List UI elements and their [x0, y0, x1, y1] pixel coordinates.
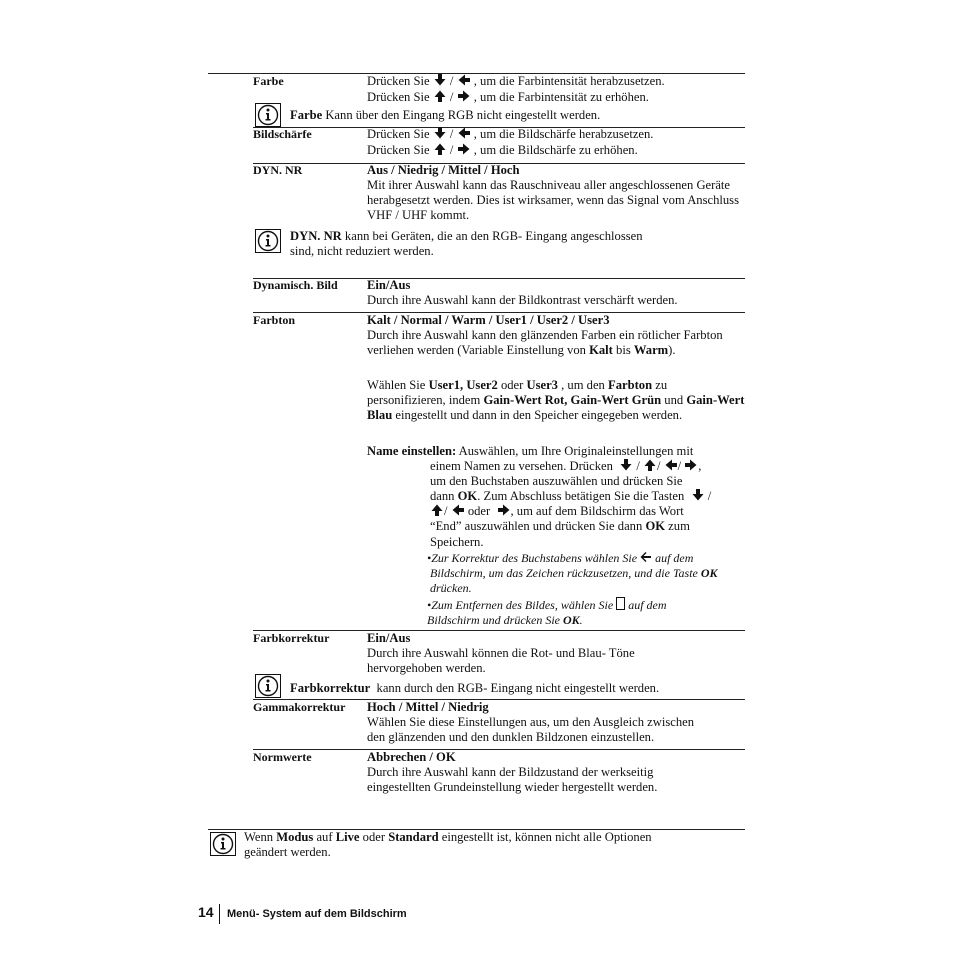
- text: Farbe: [290, 108, 323, 122]
- up-arrow-icon: [433, 143, 447, 155]
- text: Wählen Sie: [367, 378, 429, 392]
- dynamisch-bild-text: Durch ihre Auswahl kann der Bildkontrast verschärft werden.: [367, 293, 678, 307]
- text: oder: [467, 504, 491, 518]
- gammakorrektur-options: Hoch / Mittel / Niedrig: [367, 700, 489, 714]
- text: OK: [700, 566, 718, 580]
- left-arrow-icon: [457, 74, 471, 86]
- text: drücken.: [430, 581, 472, 595]
- info-icon: [255, 229, 281, 253]
- text: zum: [665, 519, 690, 533]
- name-einstellen-line-6: [430, 519, 690, 534]
- name-einstellen-line-5: / oder , um auf dem Bildschirm das Wort: [430, 504, 750, 519]
- normwerte-text-2: eingestellten Grundeinstellung wieder hergestellt werden.: [367, 780, 658, 794]
- back-arrow-icon: [640, 551, 652, 563]
- text: Auswählen, um Ihre Originaleinstellungen mit: [456, 444, 694, 458]
- text: , um die Farbintensität herabzusetzen.: [473, 74, 665, 88]
- text: , um die Bildschärfe zu erhöhen.: [473, 143, 638, 157]
- up-arrow-icon: [433, 90, 447, 102]
- text: , um auf dem Bildschirm das Wort: [510, 504, 684, 518]
- dyn-nr-note: [290, 229, 643, 259]
- dyn-nr-text: Mit ihrer Auswahl kann das Rauschniveau aller angeschlossenen Geräte herabgesetzt werden. Dies ist wirksamer, wenn das Signal vom Anschluss VHF / UHF kommt.: [367, 178, 739, 222]
- left-arrow-icon: [664, 459, 678, 471]
- gammakorrektur-text-2: den glänzenden und den dunklen Bildzonen einzustellen.: [367, 730, 655, 744]
- down-arrow-icon: [691, 489, 705, 501]
- label-farbe: Farbe: [253, 74, 284, 88]
- text: Name einstellen:: [367, 444, 457, 458]
- text: “End” auszuwählen und drücken Sie dann: [430, 519, 646, 533]
- text: .: [579, 613, 583, 627]
- text: auf dem: [652, 551, 694, 565]
- farbkorrektur-options: Ein/Aus: [367, 631, 411, 645]
- text: Kalt: [589, 343, 613, 357]
- text: User1, User2: [428, 378, 498, 392]
- farbe-note: [290, 108, 600, 123]
- right-arrow-icon: [497, 504, 511, 516]
- text: Drücken Sie: [367, 74, 430, 88]
- label-dyn-nr: DYN. NR: [253, 163, 303, 177]
- name-einstellen-line-1: [367, 444, 747, 459]
- right-arrow-icon: [684, 459, 698, 471]
- text: Bildschirm, um das Zeichen rückzusetzen, und die Taste: [430, 566, 701, 580]
- up-arrow-icon: [430, 504, 444, 516]
- text: eingestellt und dann in den Speicher eingegeben werden.: [392, 408, 683, 422]
- text: Live: [335, 830, 360, 844]
- text: Durch ihre Auswahl kann den glänzenden Farben ein rötlicher Farbton verliehen werden (Variable Einstellung von: [367, 328, 723, 357]
- label-farbkorrektur: Farbkorrektur: [253, 631, 330, 645]
- text: geändert werden.: [244, 845, 331, 859]
- text: Drücken Sie: [367, 90, 430, 104]
- label-normwerte: Normwerte: [253, 750, 312, 764]
- page-number: 14: [198, 904, 214, 920]
- text: Farbkorrektur: [290, 681, 371, 695]
- farbton-options: Kalt / Normal / Warm / User1 / User2 / User3: [367, 313, 610, 327]
- text: oder: [359, 830, 389, 844]
- down-arrow-icon: [619, 459, 633, 471]
- label-farbton: Farbton: [253, 313, 295, 327]
- label-gammakorrektur: Gammakorrektur: [253, 700, 346, 714]
- farbkorrektur-text-2: hervorgehoben werden.: [367, 661, 486, 675]
- text: eingestellt ist, können nicht alle Optionen: [438, 830, 652, 844]
- text: Bildschirm und drücken Sie: [427, 613, 563, 627]
- text: Drücken Sie: [367, 143, 430, 157]
- label-dynamisch-bild: Dynamisch. Bild: [253, 278, 338, 292]
- text: •Zum Entfernen des Bildes, wählen Sie: [427, 598, 614, 612]
- text: Standard: [388, 830, 439, 844]
- down-arrow-icon: [433, 127, 447, 139]
- text: Kann über den Eingang RGB nicht eingestellt werden.: [322, 108, 601, 122]
- text: Farbton: [608, 378, 653, 392]
- text: . Zum Abschluss betätigen Sie die Tasten: [477, 489, 685, 503]
- text: Drücken Sie: [367, 127, 430, 141]
- text: Warm: [633, 343, 669, 357]
- right-arrow-icon: [457, 90, 471, 102]
- text: ).: [668, 343, 676, 357]
- name-einstellen-line-4: dann OK. Zum Abschluss betätigen Sie die Tasten /: [430, 489, 712, 503]
- farbe-line-1: Drücken Sie / , um die Farbintensität herabzusetzen.: [367, 74, 665, 88]
- dynamisch-bild-options: Ein/Aus: [367, 278, 411, 292]
- gammakorrektur-text-1: Wählen Sie diese Einstellungen aus, um den Ausgleich zwischen: [367, 715, 695, 729]
- farbkorrektur-text-1: Durch ihre Auswahl können die Rot- und Blau- Töne: [367, 646, 635, 660]
- text: User3: [526, 378, 558, 392]
- info-icon: [255, 674, 281, 698]
- text: zu personifizieren, indem: [367, 378, 668, 407]
- label-bildschaerfe: Bildschärfe: [253, 127, 312, 141]
- text: kann durch den RGB- Eingang nicht eingestellt werden.: [370, 681, 660, 695]
- text: einem Namen zu versehen. Drücken: [430, 459, 613, 473]
- up-arrow-icon: [643, 459, 657, 471]
- footer-divider: [219, 904, 220, 924]
- farbton-paragraph-2: [367, 378, 747, 423]
- text: dann: [430, 489, 458, 503]
- bildschaerfe-line-2: Drücken Sie / , um die Bildschärfe zu erhöhen.: [367, 143, 638, 157]
- text: •Zur Korrektur des Buchstabens wählen Sie: [427, 551, 638, 565]
- right-arrow-icon: [457, 143, 471, 155]
- footer-title: Menü- System auf dem Bildschirm: [227, 908, 407, 920]
- box-icon: [616, 597, 625, 610]
- text: DYN. NR: [290, 229, 342, 243]
- name-einstellen-line-3: um den Buchstaben auszuwählen und drücken Sie: [430, 474, 683, 488]
- text: , um die Bildschärfe herabzusetzen.: [473, 127, 654, 141]
- text: auf dem: [625, 598, 667, 612]
- text: auf: [313, 830, 336, 844]
- text: OK: [562, 613, 580, 627]
- text: Wenn: [244, 830, 277, 844]
- text: Gain-Wert Rot, Gain-Wert Grün: [483, 393, 662, 407]
- dyn-nr-options: Aus / Niedrig / Mittel / Hoch: [367, 163, 520, 177]
- farbkorrektur-note: [290, 681, 659, 696]
- text: OK: [645, 519, 666, 533]
- farbton-paragraph-1: [367, 328, 745, 358]
- name-einstellen-line-2: einem Namen zu versehen. Drücken / / / ,: [430, 459, 702, 473]
- down-arrow-icon: [433, 74, 447, 86]
- text: bis: [612, 343, 634, 357]
- left-arrow-icon: [451, 504, 465, 516]
- text: und: [661, 393, 687, 407]
- text: kann bei Geräten, die an den RGB- Eingang angeschlossen: [341, 229, 643, 243]
- info-icon: [255, 103, 281, 127]
- info-icon: [210, 832, 236, 856]
- bullet-entfernen: [427, 597, 747, 628]
- farbe-line-2: Drücken Sie / , um die Farbintensität zu erhöhen.: [367, 90, 649, 104]
- normwerte-text-1: Durch ihre Auswahl kann der Bildzustand der werkseitig: [367, 765, 654, 779]
- text: Modus: [276, 830, 314, 844]
- bottom-note: [244, 830, 744, 860]
- bildschaerfe-line-1: Drücken Sie / , um die Bildschärfe herabzusetzen.: [367, 127, 654, 141]
- normwerte-options: Abbrechen / OK: [367, 750, 456, 764]
- text: , um die Farbintensität zu erhöhen.: [473, 90, 649, 104]
- text: sind, nicht reduziert werden.: [290, 244, 434, 258]
- text: , um den: [557, 378, 609, 392]
- left-arrow-icon: [457, 127, 471, 139]
- bullet-korrektur: [427, 551, 747, 596]
- text: Gain-Wert Blau: [367, 393, 745, 422]
- text: OK: [457, 489, 478, 503]
- text: oder: [497, 378, 527, 392]
- name-einstellen-line-7: Speichern.: [430, 535, 484, 549]
